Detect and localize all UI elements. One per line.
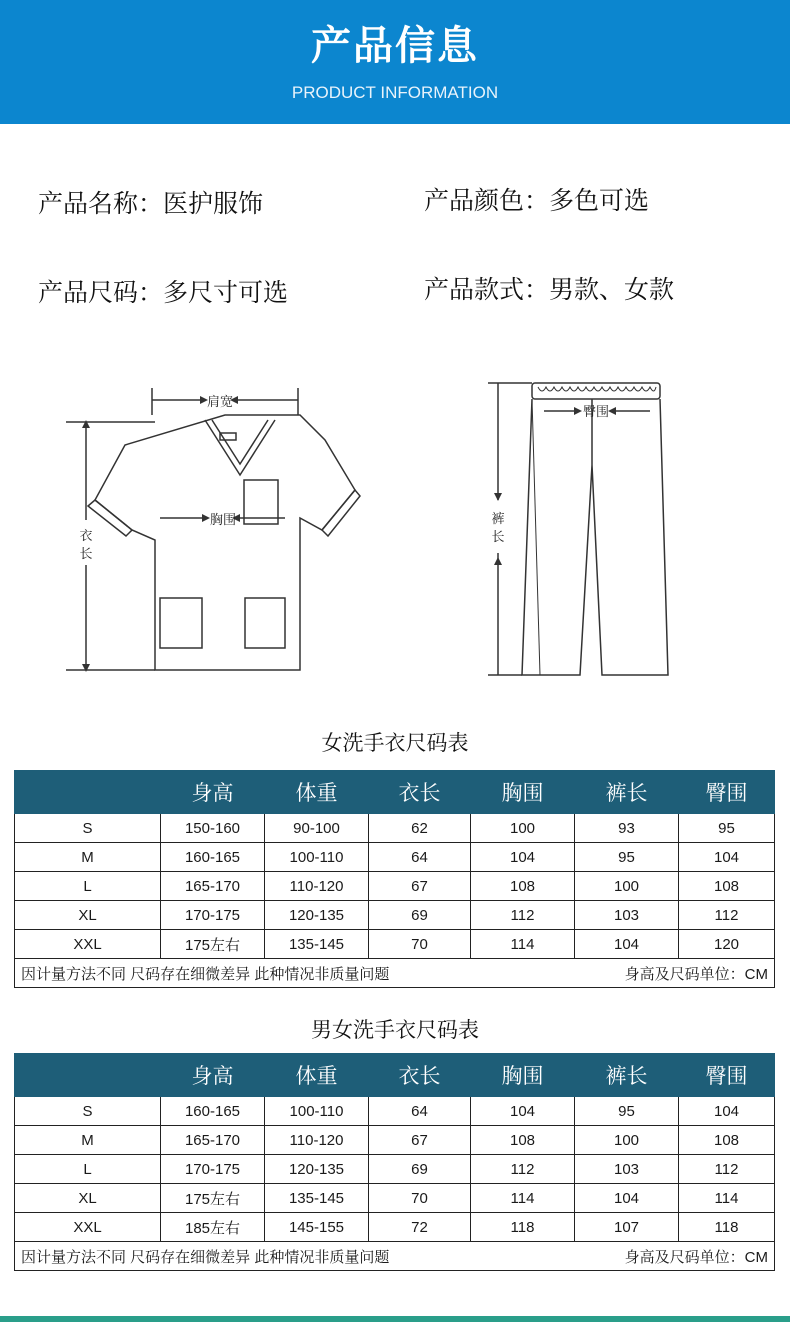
pants-hip-label: 臀围	[582, 405, 610, 420]
header-cell: 体重	[265, 1054, 369, 1097]
table-row	[15, 1213, 775, 1242]
table-cell: 67	[369, 1126, 471, 1155]
table-cell: S	[15, 814, 161, 843]
table-row	[15, 901, 775, 930]
table-cell: 100	[471, 814, 575, 843]
table-cell: 107	[575, 1213, 679, 1242]
table-cell: 100	[575, 1126, 679, 1155]
table-cell: 95	[575, 1097, 679, 1126]
shirt-neckline	[205, 420, 275, 475]
table-cell: 95	[575, 843, 679, 872]
table-header-row	[15, 1054, 775, 1097]
table-cell: 110-120	[265, 872, 369, 901]
table-cell: 70	[369, 930, 471, 959]
table-cell: 64	[369, 1097, 471, 1126]
header-cell: 体重	[265, 771, 369, 814]
info-style-label: 产品款式：	[424, 275, 550, 304]
pants-measurement-diagram	[480, 375, 680, 685]
header-cell: 身高	[161, 771, 265, 814]
table-note-right: 身高及尺码单位：CM	[624, 965, 768, 983]
table-cell: S	[15, 1097, 161, 1126]
header-cell	[15, 771, 161, 814]
info-size-value: 多尺寸可选	[163, 278, 289, 307]
table-cell: 120	[679, 930, 775, 959]
table-row	[15, 814, 775, 843]
page-title: 产品信息	[311, 23, 479, 69]
table-cell: 103	[575, 901, 679, 930]
table-row	[15, 1097, 775, 1126]
table-cell: 170-175	[161, 901, 265, 930]
table-header-row	[15, 771, 775, 814]
table-cell: 160-165	[161, 1097, 265, 1126]
table-cell: 150-160	[161, 814, 265, 843]
header-banner	[0, 0, 790, 124]
info-color-label: 产品颜色：	[424, 186, 550, 215]
table-cell: M	[15, 843, 161, 872]
pants-length-label-1: 裤	[491, 512, 505, 527]
table-cell: 114	[679, 1184, 775, 1213]
info-size	[38, 277, 288, 309]
table-cell: 104	[575, 1184, 679, 1213]
table-cell: 100-110	[265, 1097, 369, 1126]
table-row	[15, 1126, 775, 1155]
table-cell: 69	[369, 1155, 471, 1184]
page-subtitle: PRODUCT INFORMATION	[291, 83, 499, 102]
table-cell: 120-135	[265, 1155, 369, 1184]
table-cell: 72	[369, 1213, 471, 1242]
table-cell: 145-155	[265, 1213, 369, 1242]
table-cell: 118	[471, 1213, 575, 1242]
table-cell: 104	[471, 843, 575, 872]
table-cell: 104	[679, 1097, 775, 1126]
table-cell: 185左右	[161, 1213, 265, 1242]
table-cell: L	[15, 872, 161, 901]
table-cell: 108	[471, 872, 575, 901]
table-cell: XL	[15, 901, 161, 930]
table-cell: L	[15, 1155, 161, 1184]
table-cell: 120-135	[265, 901, 369, 930]
table-note-row	[15, 959, 775, 988]
table-2-title: 男女洗手衣尺码表	[311, 1018, 479, 1042]
pants-outline	[522, 399, 668, 675]
table-1-title: 女洗手衣尺码表	[321, 731, 469, 755]
table-cell: 170-175	[161, 1155, 265, 1184]
table-cell: 165-170	[161, 1126, 265, 1155]
header-cell: 衣长	[369, 1054, 471, 1097]
table-cell: 108	[679, 1126, 775, 1155]
table-row	[15, 1155, 775, 1184]
table-cell: 118	[679, 1213, 775, 1242]
table-cell: XXL	[15, 930, 161, 959]
table-cell: 114	[471, 930, 575, 959]
table-cell: 90-100	[265, 814, 369, 843]
table-cell: 112	[679, 901, 775, 930]
table-cell: 103	[575, 1155, 679, 1184]
table-cell: 93	[575, 814, 679, 843]
shirt-outline	[95, 415, 355, 670]
table-cell: 104	[679, 843, 775, 872]
shirt-chest-label: 胸围	[209, 513, 237, 528]
table-note-left: 因计量方法不同 尺码存在细微差异 此种情况非质量问题	[21, 965, 390, 983]
table-note-right: 身高及尺码单位：CM	[624, 1248, 768, 1266]
header-cell: 胸围	[471, 1054, 575, 1097]
table-cell: 104	[575, 930, 679, 959]
table-cell: 114	[471, 1184, 575, 1213]
table-cell: 104	[471, 1097, 575, 1126]
header-cell: 裤长	[575, 771, 679, 814]
bottom-divider	[0, 1316, 790, 1322]
shirt-measurement-diagram	[60, 380, 370, 680]
table-note-left: 因计量方法不同 尺码存在细微差异 此种情况非质量问题	[21, 1248, 390, 1266]
shirt-length-label-2: 长	[79, 547, 93, 562]
info-color-value: 多色可选	[549, 186, 650, 215]
shirt-left-cuff	[88, 500, 132, 536]
table-note-row	[15, 1242, 775, 1271]
size-table-women	[14, 770, 775, 988]
table-cell: 135-145	[265, 1184, 369, 1213]
shirt-shoulder-label: 肩宽	[206, 395, 234, 410]
shirt-length-label-1: 衣	[79, 529, 93, 544]
shirt-neckline-inner	[212, 420, 268, 464]
table-cell: 108	[471, 1126, 575, 1155]
table-cell: XXL	[15, 1213, 161, 1242]
header-cell	[15, 1054, 161, 1097]
header-cell: 臀围	[679, 1054, 775, 1097]
table-cell: 70	[369, 1184, 471, 1213]
table-cell: XL	[15, 1184, 161, 1213]
table-cell: 67	[369, 872, 471, 901]
shirt-right-cuff	[322, 490, 360, 536]
header-cell: 臀围	[679, 771, 775, 814]
table-row	[15, 872, 775, 901]
table-cell: 112	[471, 1155, 575, 1184]
info-style	[424, 274, 674, 306]
header-cell: 裤长	[575, 1054, 679, 1097]
table-cell: 175左右	[161, 930, 265, 959]
table-cell: 110-120	[265, 1126, 369, 1155]
table-row	[15, 930, 775, 959]
table-cell: 175左右	[161, 1184, 265, 1213]
shirt-left-pocket	[160, 598, 202, 648]
table-cell: 95	[679, 814, 775, 843]
table-cell: 100-110	[265, 843, 369, 872]
table-row	[15, 1184, 775, 1213]
table-row	[15, 843, 775, 872]
info-name	[38, 188, 263, 220]
size-table-unisex	[14, 1053, 775, 1271]
info-style-value: 男款、女款	[549, 275, 675, 304]
shirt-right-pocket	[245, 598, 285, 648]
table-note	[15, 959, 775, 988]
table-cell: 62	[369, 814, 471, 843]
table-cell: M	[15, 1126, 161, 1155]
table-cell: 160-165	[161, 843, 265, 872]
info-color	[424, 185, 649, 217]
info-name-value: 医护服饰	[163, 189, 264, 218]
header-cell: 胸围	[471, 771, 575, 814]
table-note	[15, 1242, 775, 1271]
table-cell: 100	[575, 872, 679, 901]
table-cell: 165-170	[161, 872, 265, 901]
table-cell: 108	[679, 872, 775, 901]
table-cell: 112	[471, 901, 575, 930]
table-cell: 135-145	[265, 930, 369, 959]
table-cell: 112	[679, 1155, 775, 1184]
info-name-label: 产品名称：	[38, 189, 164, 218]
info-size-label: 产品尺码：	[38, 278, 164, 307]
header-cell: 身高	[161, 1054, 265, 1097]
header-cell: 衣长	[369, 771, 471, 814]
pants-length-label-2: 长	[491, 530, 505, 545]
table-cell: 69	[369, 901, 471, 930]
table-cell: 64	[369, 843, 471, 872]
